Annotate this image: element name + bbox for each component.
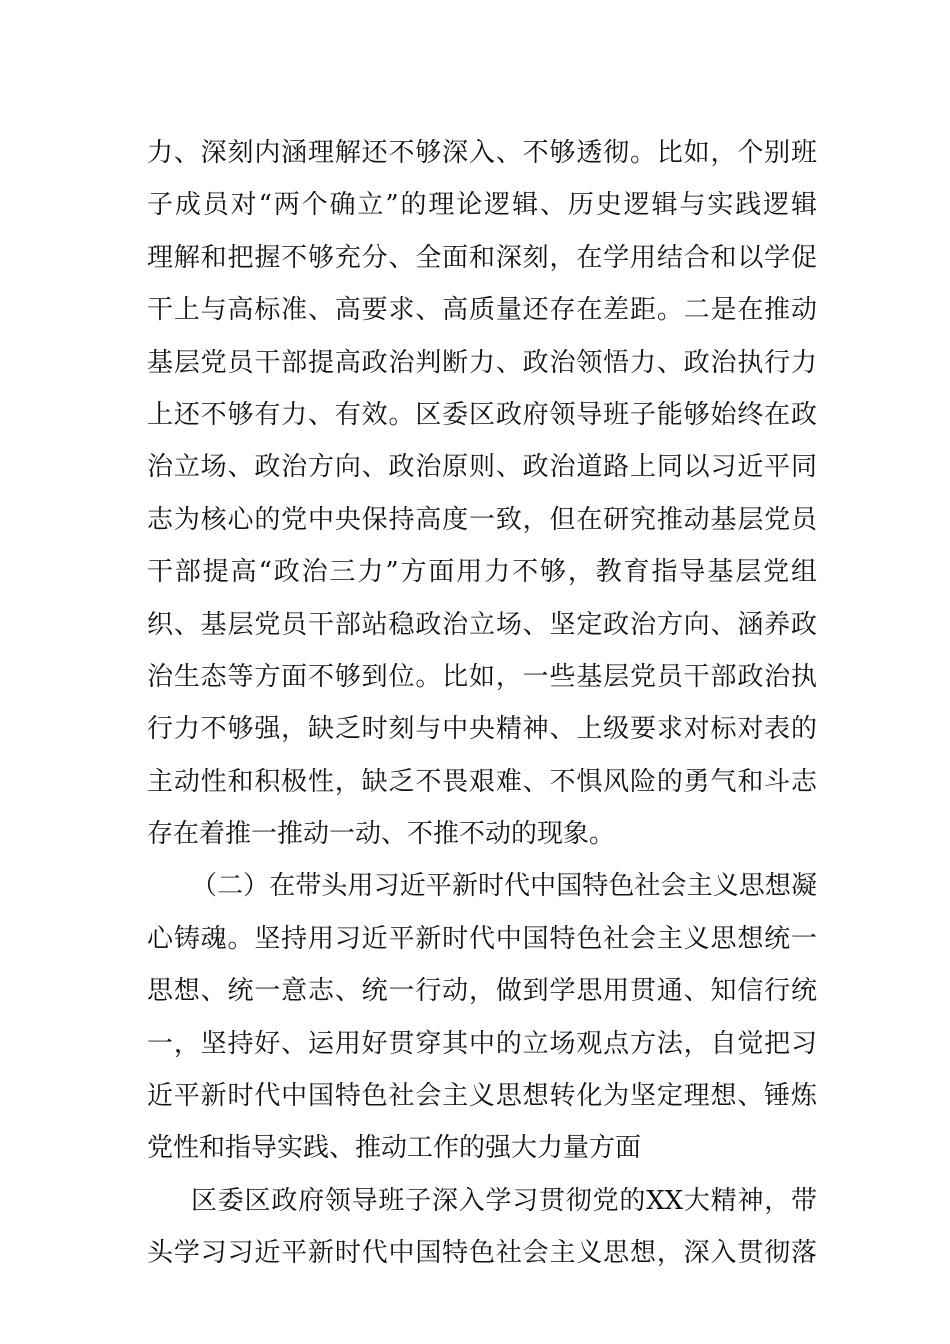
text-line: 子成员对“两个确立”的理论逻辑、历史逻辑与实践逻辑	[147, 190, 817, 221]
text-line: 心铸魂。坚持用习近平新时代中国特色社会主义思想统一	[147, 923, 817, 954]
text-line-paragraph-end: 党性和指导实践、推动工作的强大力量方面	[147, 1133, 642, 1164]
paragraph-start-line: 区委区政府领导班子深入学习贯彻党的XX大精神，带	[191, 1185, 817, 1216]
text-line: 干上与高标准、高要求、高质量还存在差距。二是在推动	[147, 295, 817, 326]
text-line: 思想、统一意志、统一行动，做到学思用贯通、知信行统	[147, 976, 817, 1007]
text-line: 上还不够有力、有效。区委区政府领导班子能够始终在政	[147, 399, 817, 430]
text-line: 基层党员干部提高政治判断力、政治领悟力、政治执行力	[147, 347, 817, 378]
text-line: 理解和把握不够充分、全面和深刻，在学用结合和以学促	[147, 242, 817, 273]
text-line: 一，坚持好、运用好贯穿其中的立场观点方法，自觉把习	[147, 1028, 817, 1059]
section-heading-line: （二）在带头用习近平新时代中国特色社会主义思想凝	[191, 871, 817, 902]
text-line: 治立场、政治方向、政治原则、政治道路上同以习近平同	[147, 452, 817, 483]
text-line: 志为核心的党中央保持高度一致，但在研究推动基层党员	[147, 504, 817, 535]
text-line: 织、基层党员干部站稳政治立场、坚定政治方向、涵养政	[147, 609, 817, 640]
text-line: 头学习习近平新时代中国特色社会主义思想，深入贯彻落	[147, 1238, 817, 1269]
text-line: 力、深刻内涵理解还不够深入、不够透彻。比如，个别班	[147, 138, 817, 168]
text-line: 行力不够强，缺乏时刻与中央精神、上级要求对标对表的	[147, 714, 817, 745]
text-line-paragraph-end: 存在着推一推动一动、不推不动的现象。	[147, 819, 616, 850]
document-body	[147, 127, 817, 1280]
text-line: 主动性和积极性，缺乏不畏艰难、不惧风险的勇气和斗志	[147, 766, 817, 797]
text-line: 治生态等方面不够到位。比如，一些基层党员干部政治执	[147, 661, 817, 692]
text-line: 近平新时代中国特色社会主义思想转化为坚定理想、锤炼	[147, 1081, 817, 1112]
text-line: 干部提高“政治三力”方面用力不够，教育指导基层党组	[147, 557, 817, 588]
